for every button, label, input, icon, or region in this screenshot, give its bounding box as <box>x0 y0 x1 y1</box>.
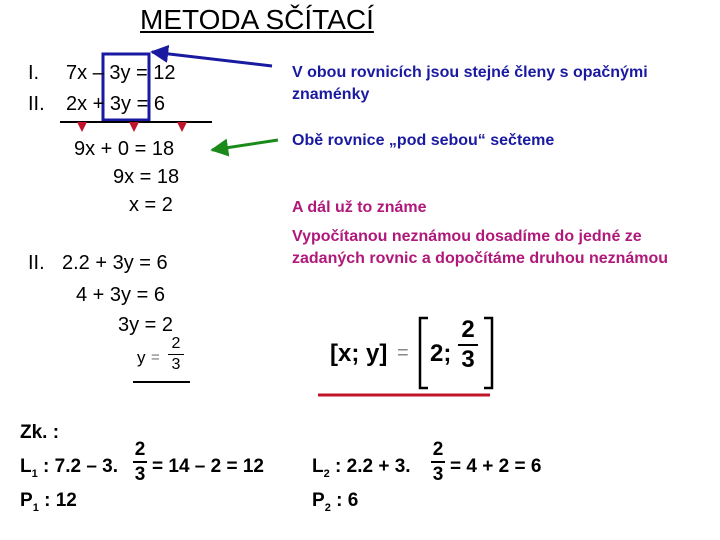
l2-row <box>312 456 411 480</box>
y-equals: = <box>151 349 160 366</box>
equation-1: 7x – 3y = 12 <box>66 62 176 84</box>
p2-sub: 2 <box>324 501 331 514</box>
l1-row <box>20 456 118 480</box>
y-fraction-den: 3 <box>171 356 181 373</box>
l2-expr-a: : 2.2 + 3. <box>335 456 411 477</box>
result-lhs: [x; y] <box>330 340 388 367</box>
l2-den: 3 <box>432 464 444 485</box>
note-substitute: Vypočítanou neznámou dosadíme do jedné ze zadaných rovnic a dopočítáme druhou neznámou <box>292 228 669 267</box>
subst-roman: II. <box>28 252 45 274</box>
p1-label: P <box>20 490 33 511</box>
eq2-roman: II. <box>28 93 45 115</box>
page-title: METODA SČÍTACÍ <box>140 4 374 35</box>
result-num: 2 <box>461 316 475 343</box>
l2-label: L <box>312 456 324 477</box>
p1-row <box>20 490 77 514</box>
l1-expr-a: : 7.2 – 3. <box>43 456 119 477</box>
l2-expr-b: = 4 + 2 = 6 <box>450 456 542 477</box>
l2-fraction <box>431 440 445 484</box>
l1-sub: 1 <box>31 467 38 480</box>
marker-triangle <box>177 122 187 132</box>
sum-line-3: x = 2 <box>129 194 173 216</box>
l1-expr-b: = 14 – 2 = 12 <box>152 456 264 477</box>
p2-value: : 6 <box>336 490 359 511</box>
y-fraction-num: 2 <box>171 335 181 352</box>
eq1-roman: I. <box>28 62 40 84</box>
marker-triangle <box>129 122 139 132</box>
note-known: A dál už to známe <box>292 199 427 216</box>
subst-line-3: 3y = 2 <box>118 314 174 336</box>
note-opposite-terms: V obou rovnicích jsou stejné členy s opačnými znaménky <box>292 64 648 103</box>
p1-value: : 12 <box>44 490 77 511</box>
l1-den: 3 <box>134 464 146 485</box>
marker-triangle <box>77 122 87 132</box>
y-label: y <box>137 348 146 367</box>
l1-label: L <box>20 456 32 477</box>
result-bracket-right <box>484 318 492 388</box>
y-fraction <box>168 336 184 373</box>
result-bracket-left <box>420 318 428 388</box>
result-x: 2; <box>430 340 452 367</box>
l2-sub: 2 <box>323 467 330 480</box>
note-add-equations: Obě rovnice „pod sebou“ sečteme <box>292 132 555 149</box>
equation-2: 2x + 3y = 6 <box>66 93 165 115</box>
p2-row <box>312 490 358 514</box>
check-label: Zk. : <box>20 422 60 443</box>
arrow-green <box>212 140 278 150</box>
subst-line-1: 2.2 + 3y = 6 <box>62 252 168 274</box>
l2-num: 2 <box>432 439 444 460</box>
l1-fraction <box>133 440 147 484</box>
sum-line-2: 9x = 18 <box>113 166 180 188</box>
result-den: 3 <box>461 346 475 373</box>
p1-sub: 1 <box>32 501 39 514</box>
l1-num: 2 <box>134 439 146 460</box>
sum-line-1: 9x + 0 = 18 <box>74 138 175 160</box>
result-equals: = <box>397 342 409 364</box>
result-fraction <box>458 318 478 372</box>
p2-label: P <box>312 490 325 511</box>
subst-line-2: 4 + 3y = 6 <box>76 284 165 306</box>
